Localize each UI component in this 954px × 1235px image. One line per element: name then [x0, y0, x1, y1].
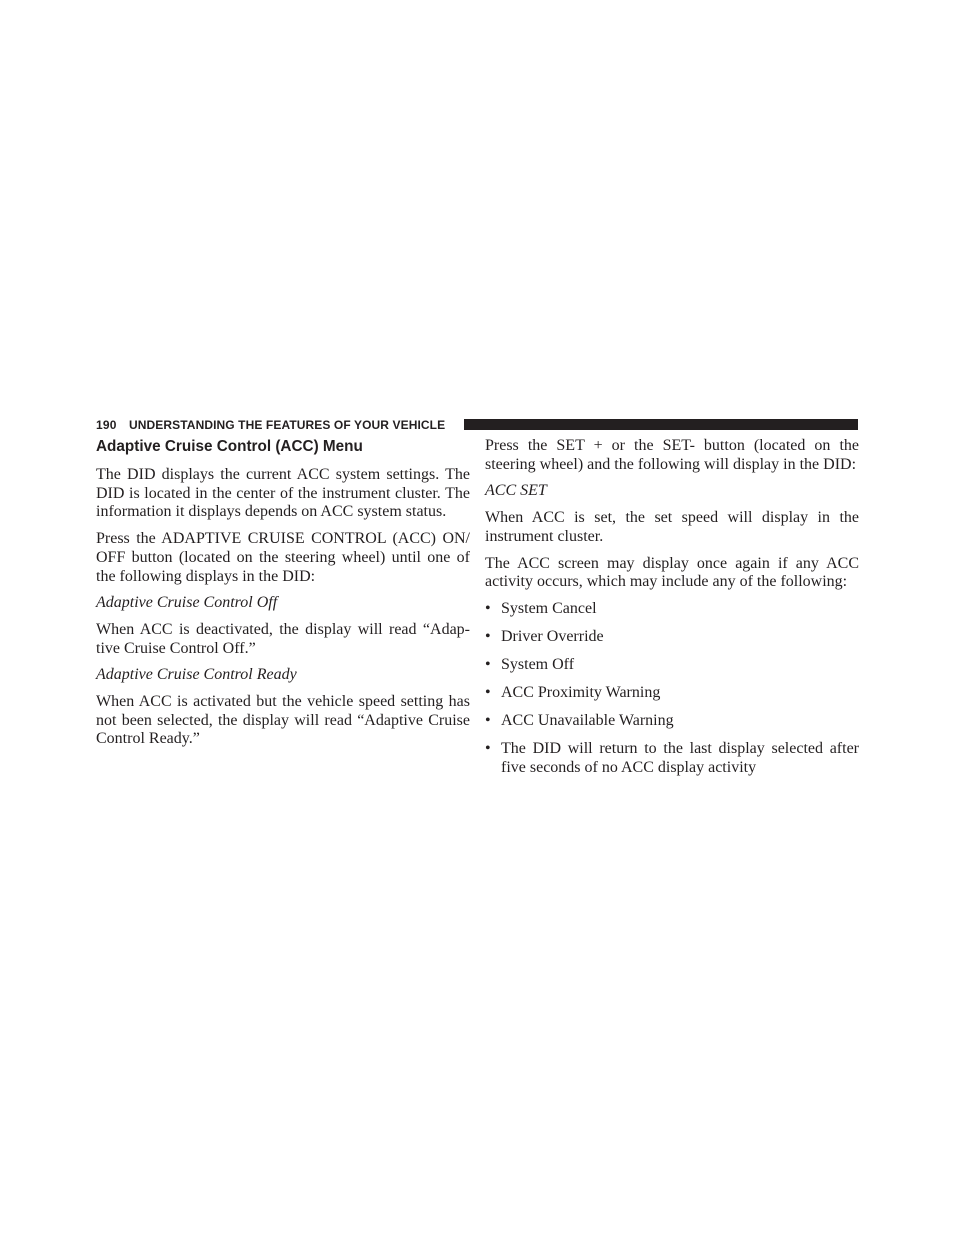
bullet-icon: •	[485, 711, 491, 729]
list-item	[485, 684, 859, 703]
activity-list	[485, 600, 859, 777]
list-item-text: System Off	[501, 655, 575, 673]
list-item-text: ACC Unavailable Warning	[501, 711, 674, 729]
paragraph-acc-activity: The ACC screen may display once again if any ACC activity occurs, which may include any of the following:	[485, 554, 859, 591]
page-number: 190	[96, 418, 117, 432]
bullet-icon: •	[485, 655, 491, 673]
paragraph-press-set: Press the SET + or the SET- button (located on the steering wheel) and the following will display in the DID:	[485, 437, 859, 473]
page-header	[96, 416, 858, 434]
left-column	[96, 437, 470, 757]
list-item	[485, 656, 859, 675]
paragraph-acc-off: When ACC is deactivated, the display will read “Adap- tive Cruise Control Off.”	[96, 620, 470, 657]
paragraph-did-description: The DID displays the current ACC system settings. The DID is located in the center of the instrument cluster. The information it displays depends on ACC system status.	[96, 466, 470, 521]
bullet-icon: •	[485, 683, 491, 701]
list-item	[485, 740, 859, 777]
list-item	[485, 712, 859, 731]
subhead-acc-set: ACC SET	[485, 482, 547, 500]
list-item-text: System Cancel	[501, 599, 597, 617]
list-item-text: ACC Proximity Warning	[501, 683, 661, 701]
list-item-text: Driver Override	[501, 627, 604, 645]
paragraph-acc-set: When ACC is set, the set speed will display in the instrument cluster.	[485, 509, 859, 545]
running-head: UNDERSTANDING THE FEATURES OF YOUR VEHICLE	[129, 418, 446, 432]
paragraph-press-acc-button: Press the ADAPTIVE CRUISE CONTROL (ACC) ON/ OFF button (located on the steering wheel) until one of the following displays in the DID:	[96, 530, 470, 585]
bullet-icon: •	[485, 599, 491, 617]
header-rule	[464, 419, 858, 430]
subhead-acc-off: Adaptive Cruise Control Off	[96, 594, 278, 612]
bullet-icon: •	[485, 627, 491, 645]
right-column	[485, 437, 859, 787]
bullet-icon: •	[485, 739, 491, 757]
list-item-text: The DID will return to the last display selected after five seconds of no ACC display activity	[501, 739, 859, 776]
list-item	[485, 628, 859, 647]
section-title: Adaptive Cruise Control (ACC) Menu	[96, 438, 363, 455]
list-item	[485, 600, 859, 619]
subhead-acc-ready: Adaptive Cruise Control Ready	[96, 666, 297, 684]
paragraph-acc-ready: When ACC is activated but the vehicle speed setting has not been selected, the display will read “Adaptive Cruise Control Ready.”	[96, 693, 470, 748]
